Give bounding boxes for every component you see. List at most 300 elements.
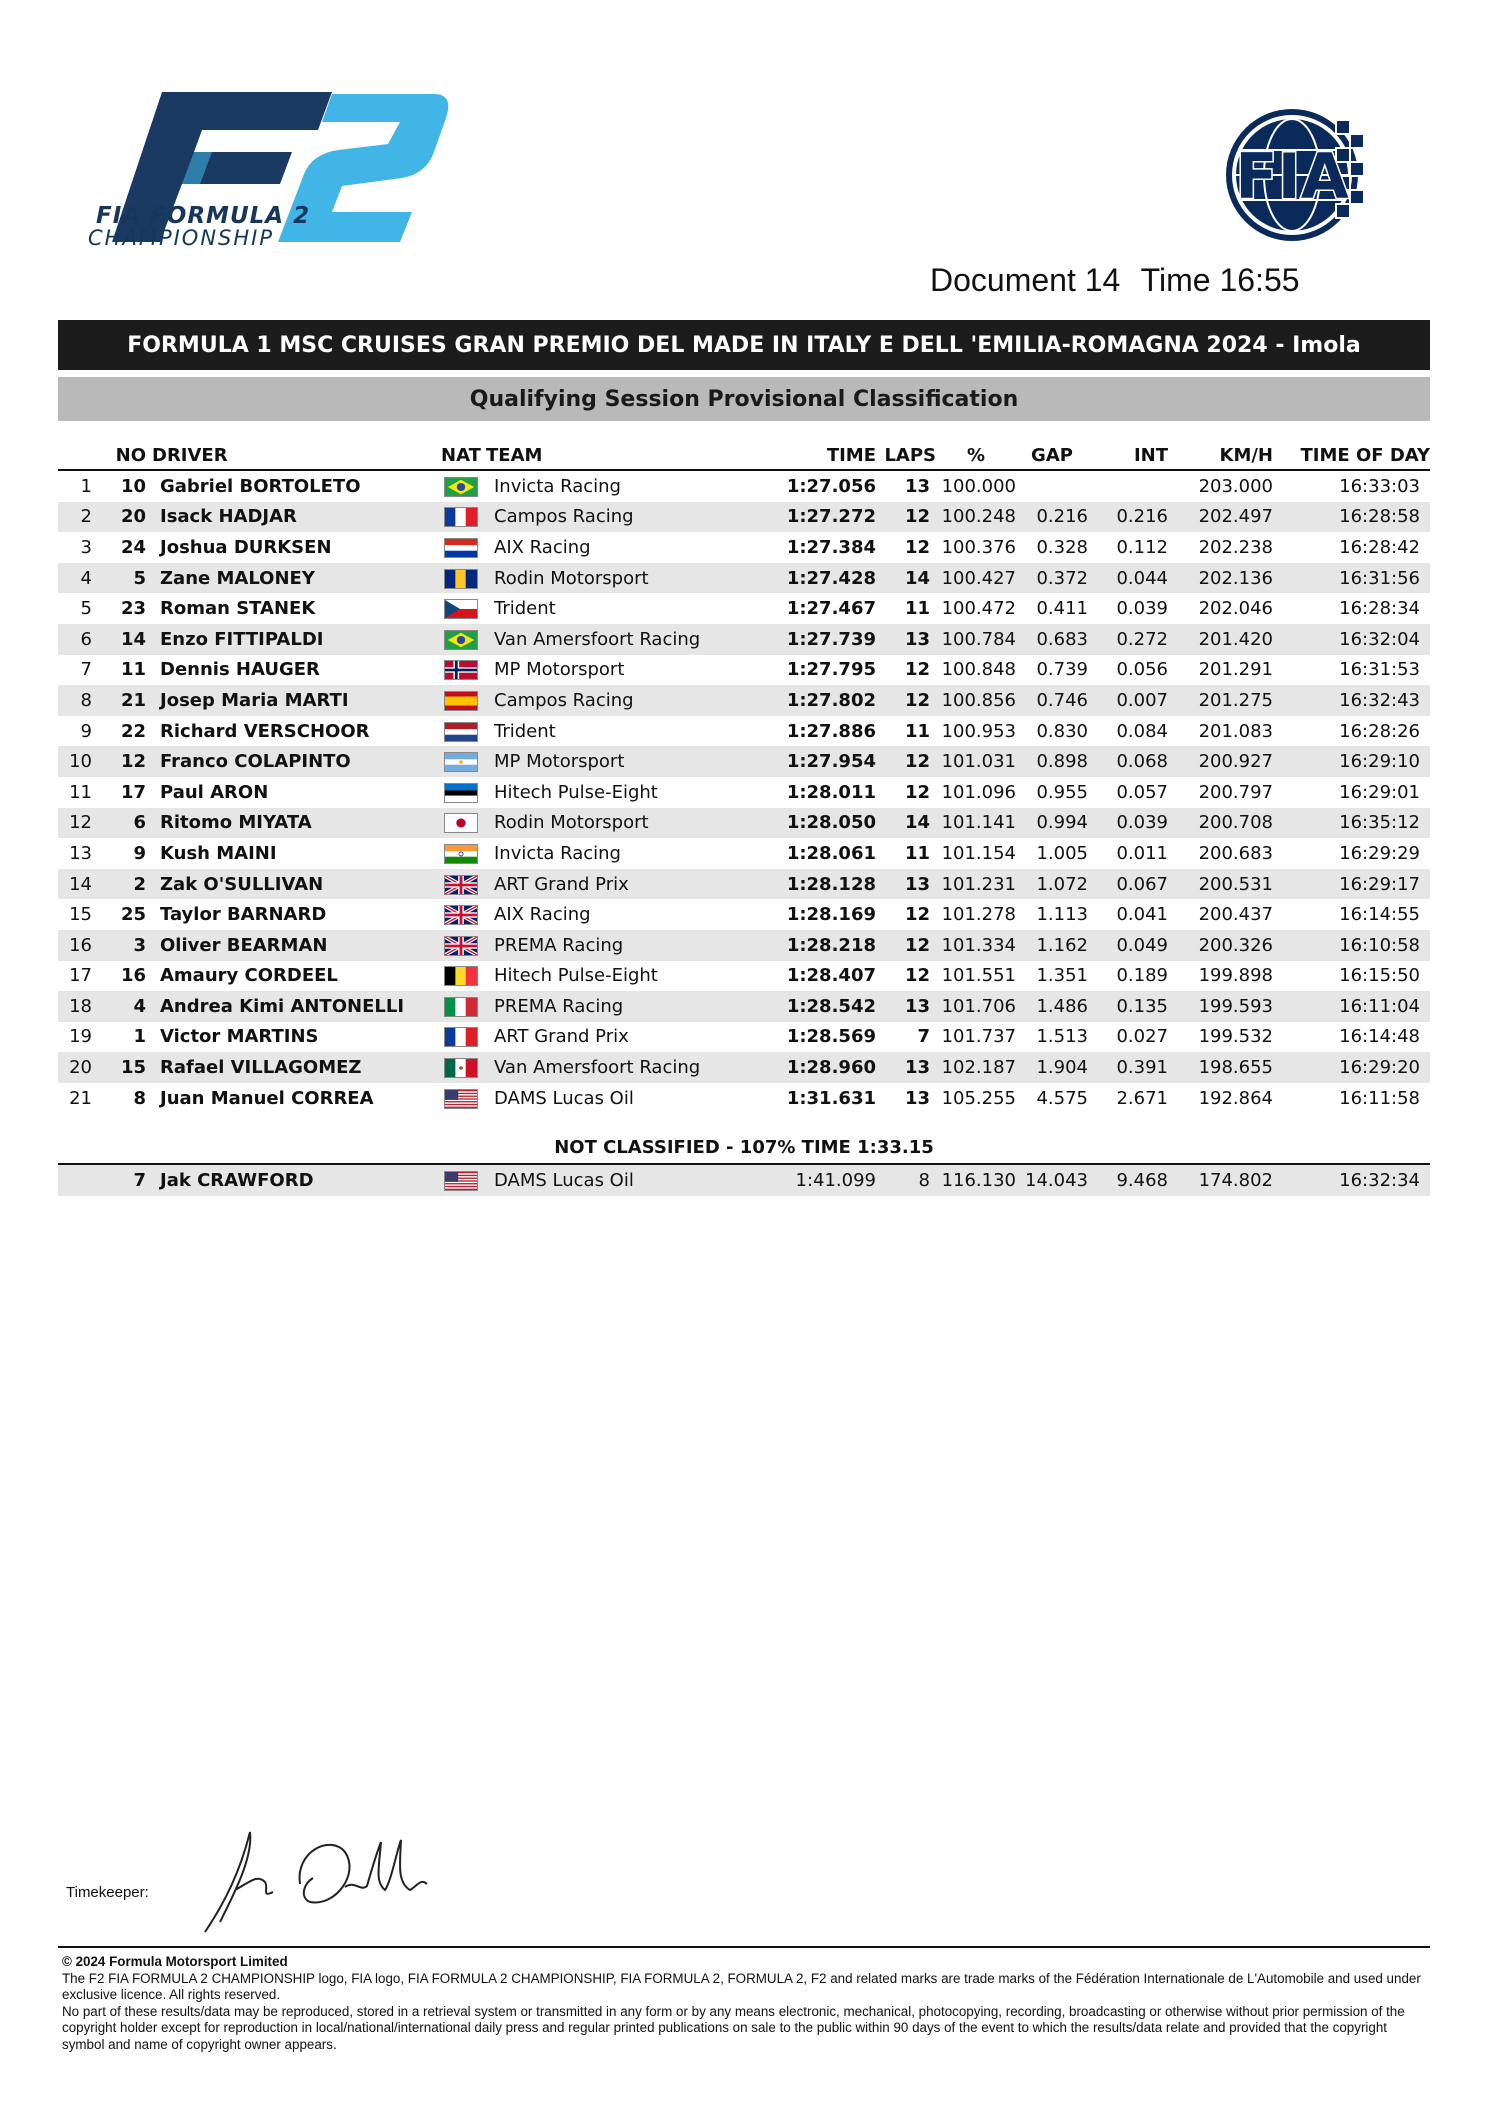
row-flag bbox=[436, 746, 486, 777]
flag-icon bbox=[444, 844, 478, 864]
row-car-number: 7 bbox=[98, 1164, 146, 1196]
row-laps: 11 bbox=[904, 720, 930, 742]
row-laps: 12 bbox=[876, 746, 936, 777]
row-team: Campos Racing bbox=[486, 685, 786, 716]
row-percent: 101.278 bbox=[941, 904, 1016, 926]
row-interval: 0.039 bbox=[1088, 808, 1168, 839]
row-percent: 100.427 bbox=[936, 563, 1016, 594]
row-gap: 1.072 bbox=[1016, 869, 1088, 900]
table-row bbox=[58, 593, 1430, 624]
footer-copyright: © 2024 Formula Motorsport Limited bbox=[62, 1954, 288, 1969]
row-flag bbox=[436, 716, 486, 747]
timekeeper-label: Timekeeper: bbox=[66, 1884, 149, 1901]
row-time: 1:27.056 bbox=[786, 475, 876, 497]
row-time: 1:28.011 bbox=[786, 781, 876, 803]
flag-icon bbox=[444, 752, 478, 772]
document-info bbox=[930, 262, 1312, 299]
row-speed: 202.497 bbox=[1168, 502, 1273, 533]
row-time-of-day: 16:28:42 bbox=[1339, 536, 1420, 558]
flag-icon bbox=[444, 936, 478, 956]
results-body bbox=[58, 470, 1430, 1113]
row-interval: 0.112 bbox=[1116, 536, 1168, 558]
row-position: 2 bbox=[58, 502, 98, 533]
row-laps: 11 bbox=[904, 598, 930, 620]
row-driver: Kush MAINI bbox=[160, 842, 277, 864]
row-interval: 0.084 bbox=[1116, 720, 1168, 742]
row-time-of-day: 16:31:56 bbox=[1273, 563, 1430, 594]
flag-icon bbox=[444, 630, 478, 650]
row-laps: 12 bbox=[876, 502, 936, 533]
row-team: Hitech Pulse-Eight bbox=[494, 781, 658, 803]
row-car-number: 3 bbox=[98, 930, 146, 961]
col-laps: LAPS bbox=[876, 442, 936, 470]
row-time: 1:28.218 bbox=[786, 930, 876, 961]
row-gap: 0.746 bbox=[1016, 685, 1088, 716]
row-interval bbox=[1088, 470, 1168, 502]
table-row bbox=[58, 869, 1430, 900]
row-speed: 200.531 bbox=[1168, 869, 1273, 900]
col-pos bbox=[58, 442, 98, 470]
row-position: 19 bbox=[69, 1026, 92, 1048]
flag-icon bbox=[444, 875, 478, 895]
col-team: TEAM bbox=[486, 442, 786, 470]
table-row bbox=[58, 470, 1430, 502]
row-team: MP Motorsport bbox=[494, 659, 625, 681]
row-car-number: 10 bbox=[120, 475, 146, 497]
row-car-number: 12 bbox=[98, 746, 146, 777]
row-flag bbox=[436, 1052, 486, 1083]
row-time-of-day: 16:29:01 bbox=[1339, 781, 1420, 803]
row-gap bbox=[1016, 470, 1088, 502]
row-time: 1:27.739 bbox=[786, 624, 876, 655]
row-interval: 0.041 bbox=[1116, 904, 1168, 926]
row-team: ART Grand Prix bbox=[494, 1026, 629, 1048]
table-row bbox=[58, 899, 1430, 930]
row-car-number: 15 bbox=[98, 1052, 146, 1083]
row-team: Van Amersfoort Racing bbox=[486, 624, 786, 655]
row-speed: 200.326 bbox=[1168, 930, 1273, 961]
row-gap: 0.898 bbox=[1016, 746, 1088, 777]
row-position: 16 bbox=[58, 930, 98, 961]
row-interval: 0.011 bbox=[1116, 842, 1168, 864]
row-driver: Victor MARTINS bbox=[160, 1026, 319, 1048]
row-car-number: 5 bbox=[98, 563, 146, 594]
row-time-of-day: 16:32:43 bbox=[1273, 685, 1430, 716]
row-speed: 192.864 bbox=[1198, 1087, 1273, 1109]
row-flag bbox=[436, 808, 486, 839]
row-time-of-day: 16:35:12 bbox=[1273, 808, 1430, 839]
row-percent: 101.141 bbox=[936, 808, 1016, 839]
row-speed: 202.136 bbox=[1168, 563, 1273, 594]
flag-icon bbox=[444, 1171, 478, 1191]
results-table bbox=[58, 442, 1430, 1113]
row-laps: 12 bbox=[904, 536, 930, 558]
col-int: INT bbox=[1088, 442, 1168, 470]
row-interval: 0.391 bbox=[1088, 1052, 1168, 1083]
row-position: 14 bbox=[58, 869, 98, 900]
row-percent: 100.472 bbox=[941, 598, 1016, 620]
row-driver: Andrea Kimi ANTONELLI bbox=[146, 991, 436, 1022]
row-driver: Paul ARON bbox=[160, 781, 269, 803]
flag-icon bbox=[444, 569, 478, 589]
row-percent: 100.784 bbox=[936, 624, 1016, 655]
row-gap: 1.162 bbox=[1016, 930, 1088, 961]
row-time: 1:27.802 bbox=[786, 685, 876, 716]
table-row bbox=[58, 991, 1430, 1022]
row-speed: 202.046 bbox=[1198, 598, 1273, 620]
row-position: 5 bbox=[80, 598, 92, 620]
row-interval: 0.027 bbox=[1116, 1026, 1168, 1048]
flag-icon bbox=[444, 538, 478, 558]
not-classified-table bbox=[58, 1163, 1430, 1196]
row-speed: 201.083 bbox=[1198, 720, 1273, 742]
row-laps: 13 bbox=[904, 475, 930, 497]
row-percent: 100.856 bbox=[936, 685, 1016, 716]
row-time-of-day: 16:14:55 bbox=[1339, 904, 1420, 926]
flag-icon bbox=[444, 691, 478, 711]
row-position: 20 bbox=[58, 1052, 98, 1083]
row-time: 1:28.542 bbox=[786, 991, 876, 1022]
row-team: Rodin Motorsport bbox=[486, 563, 786, 594]
row-position: 15 bbox=[69, 904, 92, 926]
row-percent: 101.706 bbox=[936, 991, 1016, 1022]
row-speed: 198.655 bbox=[1168, 1052, 1273, 1083]
row-time-of-day: 16:11:58 bbox=[1339, 1087, 1420, 1109]
row-gap: 0.411 bbox=[1036, 598, 1088, 620]
row-percent: 100.000 bbox=[941, 475, 1016, 497]
row-team: AIX Racing bbox=[494, 536, 591, 558]
flag-icon bbox=[444, 477, 478, 497]
row-speed: 201.420 bbox=[1168, 624, 1273, 655]
row-time: 1:28.407 bbox=[786, 965, 876, 987]
col-kmh: KM/H bbox=[1168, 442, 1273, 470]
table-row bbox=[58, 838, 1430, 869]
row-percent: 101.551 bbox=[941, 965, 1016, 987]
row-driver: Rafael VILLAGOMEZ bbox=[146, 1052, 436, 1083]
row-speed: 199.593 bbox=[1168, 991, 1273, 1022]
row-percent: 116.130 bbox=[936, 1164, 1016, 1196]
col-time-of-day: TIME OF DAY bbox=[1273, 442, 1430, 470]
row-driver: Zane MALONEY bbox=[146, 563, 436, 594]
row-interval: 0.056 bbox=[1116, 659, 1168, 681]
row-gap: 0.372 bbox=[1016, 563, 1088, 594]
row-interval: 0.135 bbox=[1088, 991, 1168, 1022]
row-time: 1:28.169 bbox=[786, 904, 876, 926]
row-speed: 201.275 bbox=[1168, 685, 1273, 716]
row-laps: 14 bbox=[876, 563, 936, 594]
table-row bbox=[58, 716, 1430, 747]
row-flag bbox=[436, 655, 486, 686]
row-flag bbox=[436, 930, 486, 961]
row-driver: Roman STANEK bbox=[160, 598, 316, 620]
row-driver: Jak CRAWFORD bbox=[146, 1164, 436, 1196]
row-driver: Amaury CORDEEL bbox=[160, 965, 338, 987]
row-interval: 0.049 bbox=[1088, 930, 1168, 961]
document-number: Document 14 bbox=[930, 262, 1121, 298]
footer-trademark: The F2 FIA FORMULA 2 CHAMPIONSHIP logo, FIA logo, FIA FORMULA 2 CHAMPIONSHIP, FIA FORMULA 2, FORMULA 2, F2 and related marks are trade marks of the Fédération Internationale de L'Automobile and used under exclusive licence. All rights reserved. bbox=[62, 1970, 1421, 2002]
not-classified-title: NOT CLASSIFIED - 107% TIME 1:33.15 bbox=[554, 1137, 934, 1158]
row-gap: 0.955 bbox=[1036, 781, 1088, 803]
row-laps: 14 bbox=[876, 808, 936, 839]
row-gap: 1.513 bbox=[1036, 1026, 1088, 1048]
row-gap: 1.351 bbox=[1036, 965, 1088, 987]
row-laps: 12 bbox=[904, 965, 930, 987]
col-nat: NAT bbox=[436, 442, 486, 470]
table-row bbox=[58, 1164, 1430, 1196]
row-driver: Ritomo MIYATA bbox=[146, 808, 436, 839]
row-team: Trident bbox=[494, 720, 556, 742]
event-title: FORMULA 1 MSC CRUISES GRAN PREMIO DEL MADE IN ITALY E DELL 'EMILIA-ROMAGNA 2024 - Imola bbox=[58, 320, 1430, 370]
row-driver: Isack HADJAR bbox=[146, 502, 436, 533]
row-speed: 200.437 bbox=[1198, 904, 1273, 926]
row-percent: 100.848 bbox=[941, 659, 1016, 681]
row-laps: 12 bbox=[904, 904, 930, 926]
row-team: AIX Racing bbox=[494, 904, 591, 926]
row-percent: 101.154 bbox=[941, 842, 1016, 864]
row-car-number: 11 bbox=[120, 659, 146, 681]
row-time: 1:41.099 bbox=[786, 1164, 876, 1196]
flag-icon bbox=[444, 599, 478, 619]
row-gap: 1.005 bbox=[1036, 842, 1088, 864]
row-speed: 200.683 bbox=[1198, 842, 1273, 864]
row-position: 7 bbox=[80, 659, 92, 681]
row-driver: Oliver BEARMAN bbox=[146, 930, 436, 961]
row-speed: 202.238 bbox=[1198, 536, 1273, 558]
row-driver: Juan Manuel CORREA bbox=[160, 1087, 374, 1109]
row-position: 9 bbox=[80, 720, 92, 742]
col-gap: GAP bbox=[1016, 442, 1088, 470]
row-percent: 101.231 bbox=[936, 869, 1016, 900]
table-row bbox=[58, 930, 1430, 961]
row-speed: 200.927 bbox=[1168, 746, 1273, 777]
row-interval: 0.216 bbox=[1088, 502, 1168, 533]
row-team: DAMS Lucas Oil bbox=[486, 1164, 786, 1196]
table-row bbox=[58, 563, 1430, 594]
row-team: DAMS Lucas Oil bbox=[494, 1087, 634, 1109]
row-gap: 0.216 bbox=[1016, 502, 1088, 533]
row-percent: 105.255 bbox=[941, 1087, 1016, 1109]
col-driver: DRIVER bbox=[146, 442, 436, 470]
flag-icon bbox=[444, 783, 478, 803]
row-car-number: 17 bbox=[120, 781, 146, 803]
row-speed: 203.000 bbox=[1198, 475, 1273, 497]
col-time: TIME bbox=[786, 442, 876, 470]
row-car-number: 8 bbox=[133, 1087, 146, 1109]
row-driver: Zak O'SULLIVAN bbox=[146, 869, 436, 900]
row-car-number: 25 bbox=[120, 904, 146, 926]
results-header-row bbox=[58, 442, 1430, 470]
table-row bbox=[58, 961, 1430, 992]
row-time: 1:27.272 bbox=[786, 502, 876, 533]
row-percent: 101.334 bbox=[936, 930, 1016, 961]
row-time-of-day: 16:14:48 bbox=[1339, 1026, 1420, 1048]
row-interval: 0.189 bbox=[1116, 965, 1168, 987]
table-row bbox=[58, 746, 1430, 777]
table-row bbox=[58, 685, 1430, 716]
row-flag bbox=[436, 563, 486, 594]
row-position: 8 bbox=[58, 685, 98, 716]
row-time-of-day: 16:28:58 bbox=[1273, 502, 1430, 533]
row-speed: 199.532 bbox=[1198, 1026, 1273, 1048]
col-no: NO bbox=[98, 442, 146, 470]
row-flag bbox=[436, 685, 486, 716]
row-time-of-day: 16:10:58 bbox=[1273, 930, 1430, 961]
row-flag bbox=[436, 838, 486, 869]
flag-icon bbox=[444, 966, 478, 986]
row-laps: 12 bbox=[904, 659, 930, 681]
row-laps: 13 bbox=[904, 1087, 930, 1109]
row-time-of-day: 16:32:04 bbox=[1273, 624, 1430, 655]
row-percent: 100.248 bbox=[936, 502, 1016, 533]
row-flag bbox=[436, 532, 486, 563]
row-car-number: 23 bbox=[120, 598, 146, 620]
row-gap: 0.328 bbox=[1036, 536, 1088, 558]
row-position: 6 bbox=[58, 624, 98, 655]
fia-logo-text: FIA bbox=[1235, 140, 1349, 213]
table-row bbox=[58, 777, 1430, 808]
table-row bbox=[58, 624, 1430, 655]
row-interval: 0.067 bbox=[1088, 869, 1168, 900]
row-car-number: 4 bbox=[98, 991, 146, 1022]
row-laps: 12 bbox=[876, 685, 936, 716]
row-team: Invicta Racing bbox=[494, 842, 621, 864]
row-team: Van Amersfoort Racing bbox=[486, 1052, 786, 1083]
row-position: 10 bbox=[58, 746, 98, 777]
row-time-of-day: 16:28:34 bbox=[1339, 598, 1420, 620]
row-gap: 1.486 bbox=[1016, 991, 1088, 1022]
f2-logo-line1: FIA FORMULA 2 bbox=[96, 203, 311, 229]
row-driver: Josep Maria MARTI bbox=[146, 685, 436, 716]
flag-icon bbox=[444, 660, 478, 680]
row-interval: 0.039 bbox=[1116, 598, 1168, 620]
row-percent: 101.031 bbox=[936, 746, 1016, 777]
row-position: 13 bbox=[69, 842, 92, 864]
row-time: 1:28.960 bbox=[786, 1052, 876, 1083]
row-percent: 102.187 bbox=[936, 1052, 1016, 1083]
table-row bbox=[58, 1052, 1430, 1083]
row-time: 1:28.128 bbox=[786, 869, 876, 900]
row-interval: 9.468 bbox=[1088, 1164, 1168, 1196]
row-time: 1:27.954 bbox=[786, 746, 876, 777]
footer-divider bbox=[58, 1946, 1430, 1948]
row-percent: 101.096 bbox=[941, 781, 1016, 803]
row-team: Invicta Racing bbox=[494, 475, 621, 497]
row-gap: 1.113 bbox=[1036, 904, 1088, 926]
row-team: ART Grand Prix bbox=[486, 869, 786, 900]
row-percent: 101.737 bbox=[941, 1026, 1016, 1048]
row-position bbox=[58, 1164, 98, 1196]
flag-icon bbox=[444, 722, 478, 742]
row-time-of-day: 16:31:53 bbox=[1339, 659, 1420, 681]
row-team: Campos Racing bbox=[486, 502, 786, 533]
row-car-number: 20 bbox=[98, 502, 146, 533]
row-driver: Enzo FITTIPALDI bbox=[146, 624, 436, 655]
row-speed: 201.291 bbox=[1198, 659, 1273, 681]
row-laps: 13 bbox=[876, 991, 936, 1022]
row-interval: 0.057 bbox=[1116, 781, 1168, 803]
row-car-number: 21 bbox=[98, 685, 146, 716]
fia-logo bbox=[1186, 100, 1398, 250]
table-row bbox=[58, 808, 1430, 839]
row-car-number: 22 bbox=[120, 720, 146, 742]
row-laps: 12 bbox=[876, 930, 936, 961]
row-flag bbox=[436, 869, 486, 900]
row-time: 1:27.428 bbox=[786, 563, 876, 594]
row-car-number: 1 bbox=[133, 1026, 146, 1048]
row-position: 21 bbox=[69, 1087, 92, 1109]
timekeeper-signature bbox=[195, 1812, 455, 1942]
row-time-of-day: 16:29:17 bbox=[1273, 869, 1430, 900]
row-driver: Franco COLAPINTO bbox=[146, 746, 436, 777]
row-time-of-day: 16:32:34 bbox=[1273, 1164, 1430, 1196]
row-flag bbox=[436, 624, 486, 655]
row-speed: 174.802 bbox=[1168, 1164, 1273, 1196]
row-position: 18 bbox=[58, 991, 98, 1022]
row-gap: 14.043 bbox=[1016, 1164, 1088, 1196]
row-gap: 0.994 bbox=[1016, 808, 1088, 839]
row-time-of-day: 16:15:50 bbox=[1339, 965, 1420, 987]
col-pct: % bbox=[936, 442, 1016, 470]
row-flag bbox=[436, 1022, 486, 1053]
row-gap: 0.739 bbox=[1036, 659, 1088, 681]
footer bbox=[62, 1954, 1428, 2053]
row-car-number: 24 bbox=[120, 536, 146, 558]
row-car-number: 6 bbox=[98, 808, 146, 839]
row-position: 17 bbox=[69, 965, 92, 987]
row-interval: 2.671 bbox=[1116, 1087, 1168, 1109]
row-laps: 13 bbox=[876, 869, 936, 900]
row-driver: Taylor BARNARD bbox=[160, 904, 327, 926]
row-time-of-day: 16:28:26 bbox=[1339, 720, 1420, 742]
row-team: Rodin Motorsport bbox=[486, 808, 786, 839]
row-team: PREMA Racing bbox=[486, 930, 786, 961]
table-row bbox=[58, 1022, 1430, 1053]
row-flag bbox=[436, 470, 486, 502]
row-driver: Gabriel BORTOLETO bbox=[160, 475, 361, 497]
row-position: 1 bbox=[80, 475, 92, 497]
row-flag bbox=[436, 502, 486, 533]
row-time: 1:27.886 bbox=[786, 720, 876, 742]
flag-icon bbox=[444, 1089, 478, 1109]
flag-icon bbox=[444, 905, 478, 925]
row-flag bbox=[436, 593, 486, 624]
row-team: Trident bbox=[494, 598, 556, 620]
document-time: Time 16:55 bbox=[1140, 262, 1300, 298]
row-driver: Dennis HAUGER bbox=[160, 659, 320, 681]
row-laps: 8 bbox=[876, 1164, 936, 1196]
row-time-of-day: 16:29:29 bbox=[1339, 842, 1420, 864]
table-row bbox=[58, 655, 1430, 686]
row-team: MP Motorsport bbox=[486, 746, 786, 777]
row-interval: 0.068 bbox=[1088, 746, 1168, 777]
row-flag bbox=[436, 991, 486, 1022]
flag-icon bbox=[444, 813, 478, 833]
row-time: 1:27.467 bbox=[786, 598, 876, 620]
row-laps: 11 bbox=[904, 842, 930, 864]
row-flag bbox=[436, 899, 486, 930]
row-interval: 0.272 bbox=[1088, 624, 1168, 655]
row-time: 1:28.569 bbox=[786, 1026, 876, 1048]
row-interval: 0.007 bbox=[1088, 685, 1168, 716]
row-driver: Richard VERSCHOOR bbox=[160, 720, 370, 742]
row-time: 1:28.061 bbox=[786, 842, 876, 864]
row-laps: 7 bbox=[917, 1026, 930, 1048]
table-row bbox=[58, 502, 1430, 533]
row-car-number: 9 bbox=[133, 842, 146, 864]
row-laps: 13 bbox=[876, 1052, 936, 1083]
row-time-of-day: 16:29:10 bbox=[1273, 746, 1430, 777]
row-laps: 12 bbox=[904, 781, 930, 803]
